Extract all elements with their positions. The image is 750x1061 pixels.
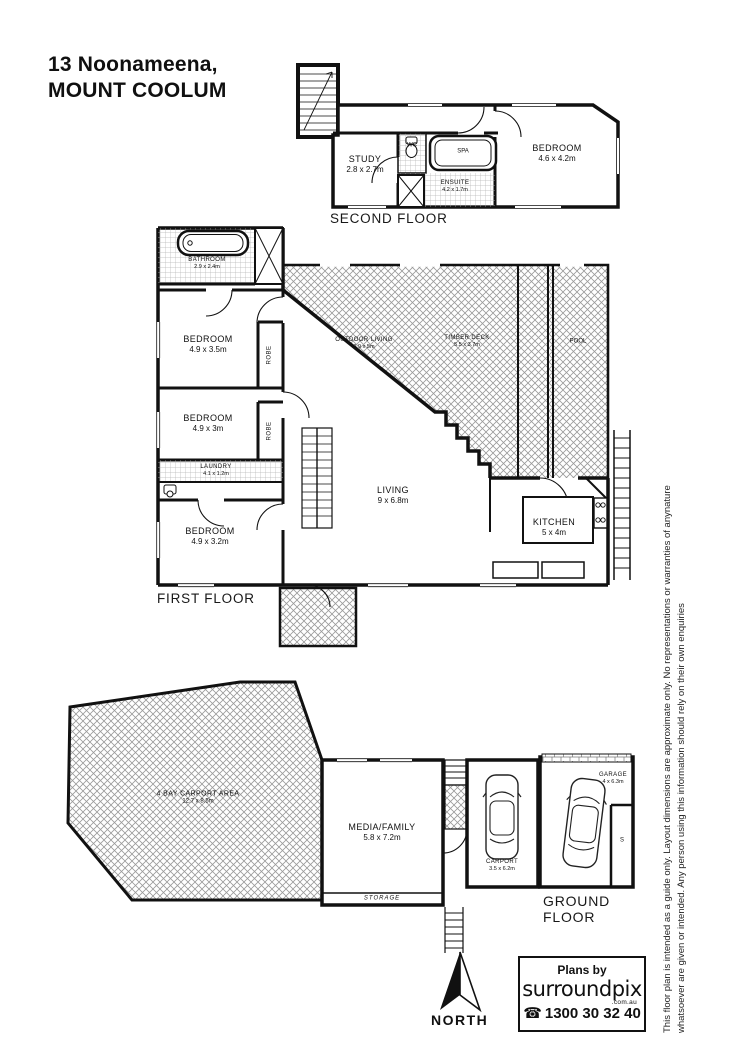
first-floor-plan <box>150 222 650 654</box>
room-label-laundry: LAUNDRY 4.1 x 1.2m <box>200 464 232 478</box>
room-label-spa: SPA <box>457 148 469 155</box>
garage-top-wall <box>542 754 631 762</box>
room-label-wc: WC <box>407 142 417 149</box>
disclaimer <box>661 445 688 1033</box>
first-floor-drawing <box>150 222 650 654</box>
room-label-bedroom: BEDROOM 4.6 x 4.2m <box>532 142 582 163</box>
room-label-ensuite: ENSUITE 4.2 x 1.7m <box>440 180 470 194</box>
title-address: 13 Noonameena, <box>48 53 218 76</box>
ground-floor-label: GROUND FLOOR <box>543 893 611 925</box>
room-label-outdoor-living: OUTDOOR LIVING 6.9 x 5m <box>335 337 393 351</box>
phone-row <box>520 1004 644 1022</box>
room-label-media: MEDIA/FAMILY 5.8 x 7.2m <box>348 821 416 842</box>
external-stair-icon <box>614 430 630 580</box>
room-label-living: LIVING 9 x 6.8m <box>377 484 409 505</box>
brand-logo-text: surroundpix <box>522 977 642 1001</box>
phone-number: 1300 30 32 40 <box>544 1005 641 1022</box>
stove-icon <box>594 498 607 528</box>
room-label-storage: STORAGE <box>363 895 401 902</box>
room-label-carport-area: 4 BAY CARPORT AREA 12.7 x 8.5m <box>156 790 240 805</box>
linen-cupboard-icon <box>398 175 424 207</box>
page-title <box>48 52 227 104</box>
toilet-icon-laundry <box>164 485 176 497</box>
room-label-study: STUDY 2.8 x 2.7m <box>346 153 384 174</box>
wc-room <box>398 133 426 173</box>
robe-label-2: ROBE <box>266 421 273 441</box>
bathtub-icon <box>178 231 248 255</box>
robe-label-1: ROBE <box>266 345 273 365</box>
wardrobe-icon <box>255 228 283 284</box>
entry-stair-icon <box>443 760 467 853</box>
room-label-bathroom: BATHROOM 2.9 x 2.4m <box>188 257 226 271</box>
storage-marker: S <box>619 837 625 844</box>
plans-by-text: Plans by <box>557 963 607 977</box>
disclaimer-line-1: This floor plan is intended as a guide only. Layout dimensions are approximate only. No representations or warranties of anynature <box>662 485 673 1033</box>
north-label: NORTH <box>431 1012 489 1028</box>
brand-suffix-text: .com.au <box>611 999 637 1006</box>
room-label-timber-deck: TIMBER DECK 5.5 x 3.7m <box>444 335 490 349</box>
title-suburb: MOUNT COOLUM <box>48 79 227 102</box>
staircase-icon <box>302 428 332 528</box>
room-label-bedroom3: BEDROOM 4.9 x 3.2m <box>185 525 235 546</box>
brand-box <box>518 956 646 1032</box>
stair-tower-icon <box>298 65 338 137</box>
room-label-kitchen: KITCHEN 5 x 4m <box>532 516 576 537</box>
room-label-carport: CARPORT 3.5 x 6.2m <box>485 859 519 873</box>
disclaimer-line-2: whatsoever are given or intended. Any person using this information should rely on their own enquiries <box>675 603 687 1033</box>
second-floor-plan <box>290 60 635 235</box>
lower-deck <box>280 585 356 646</box>
room-label-bedroom1: BEDROOM 4.9 x 3.5m <box>183 333 233 354</box>
first-floor-label: FIRST FLOOR <box>157 591 255 606</box>
rear-stair-icon <box>445 907 463 953</box>
ground-floor-plan <box>55 665 640 965</box>
room-label-garage: GARAGE 4 x 6.3m <box>598 772 628 786</box>
telephone-icon: ☎ <box>523 1005 542 1022</box>
car-icon-1 <box>483 775 521 859</box>
room-label-bedroom2: BEDROOM 4.9 x 3m <box>183 412 233 433</box>
second-floor-label: SECOND FLOOR <box>330 211 448 226</box>
room-label-pool: POOL <box>569 338 587 345</box>
